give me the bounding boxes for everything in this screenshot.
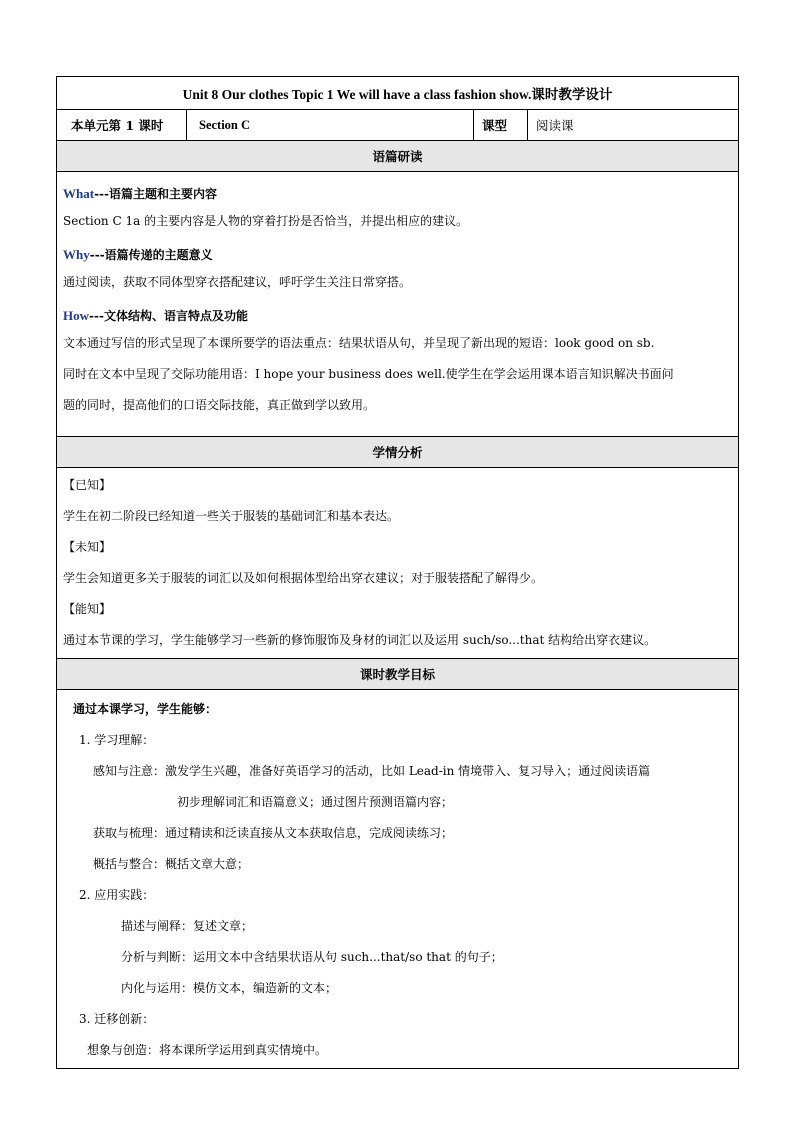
goal-1-heading: 1. 学习理解： bbox=[79, 733, 155, 747]
section-cell: Section C bbox=[187, 110, 474, 141]
why-keyword: Why bbox=[63, 247, 90, 262]
text-study-body bbox=[57, 172, 739, 437]
goal-1a-line-1: 感知与注意：激发学生兴趣，准备好英语学习的活动，比如 Lead-in 情境带入、复习导入；通过阅读语篇 bbox=[93, 764, 651, 778]
goal-1a-line-2: 初步理解词汇和语篇意义；通过图片预测语篇内容； bbox=[177, 795, 454, 809]
document-title: Unit 8 Our clothes Topic 1 We will have a class fashion show.课时教学设计 bbox=[57, 77, 739, 110]
why-title: ---语篇传递的主题意义 bbox=[89, 248, 213, 262]
goal-1b: 获取与梳理：通过精读和泛读直接从文本获取信息，完成阅读练习； bbox=[93, 826, 454, 840]
how-body-line-3: 题的同时，提高他们的口语交际技能，真正做到学以致用。 bbox=[63, 398, 376, 412]
why-body: 通过阅读，获取不同体型穿衣搭配建议，呼吁学生关注日常穿搭。 bbox=[63, 275, 412, 289]
what-keyword: What bbox=[63, 186, 95, 201]
goal-2-heading: 2. 应用实践： bbox=[79, 888, 155, 902]
known-label: 【已知】 bbox=[63, 478, 112, 492]
goal-3a: 想象与创造：将本课所学运用到真实情境中。 bbox=[87, 1043, 328, 1057]
goal-2c: 内化与运用：模仿文本，编造新的文本； bbox=[121, 981, 338, 995]
goal-3-heading: 3. 迁移创新： bbox=[79, 1012, 155, 1026]
what-body: Section C 1a 的主要内容是人物的穿着打扮是否恰当，并提出相应的建议。 bbox=[63, 214, 469, 228]
goal-2a: 描述与阐释：复述文章； bbox=[121, 919, 254, 933]
unit-lesson-cell: 本单元第 1 课时 bbox=[57, 110, 187, 141]
learner-analysis-body bbox=[57, 468, 739, 659]
able-body: 通过本节课的学习，学生能够学习一些新的修饰服饰及身材的词汇以及运用 such/so...that 结构给出穿衣建议。 bbox=[63, 633, 657, 647]
unknown-label: 【未知】 bbox=[63, 540, 112, 554]
lesson-plan-table bbox=[56, 76, 739, 1069]
teaching-goals-header: 课时教学目标 bbox=[57, 659, 739, 690]
how-keyword: How bbox=[63, 308, 89, 323]
lesson-type-value: 阅读课 bbox=[528, 110, 739, 141]
known-body: 学生在初二阶段已经知道一些关于服装的基础词汇和基本表达。 bbox=[63, 509, 400, 523]
learner-analysis-header: 学情分析 bbox=[57, 437, 739, 468]
why-heading bbox=[63, 243, 732, 267]
how-body-line-1: 文本通过写信的形式呈现了本课所要学的语法重点：结果状语从句，并呈现了新出现的短语：look good on sb. bbox=[63, 336, 655, 350]
how-body-line-2: 同时在文本中呈现了交际功能用语：I hope your business does well.使学生在学会运用课本语言知识解决书面问 bbox=[63, 367, 674, 381]
goals-intro: 通过本课学习，学生能够： bbox=[73, 702, 218, 716]
teaching-goals-body bbox=[57, 690, 739, 1069]
goal-1c: 概括与整合：概括文章大意； bbox=[93, 857, 250, 871]
how-title: ---文体结构、语言特点及功能 bbox=[89, 309, 248, 323]
lesson-plan-page bbox=[56, 76, 738, 1069]
text-study-header: 语篇研读 bbox=[57, 141, 739, 172]
lesson-type-label: 课型 bbox=[474, 110, 528, 141]
goal-2b: 分析与判断：运用文本中含结果状语从句 such...that/so that 的句子； bbox=[121, 950, 503, 964]
how-heading bbox=[63, 304, 732, 328]
what-heading bbox=[63, 182, 732, 206]
able-label: 【能知】 bbox=[63, 602, 112, 616]
unknown-body: 学生会知道更多关于服装的词汇以及如何根据体型给出穿衣建议；对于服装搭配了解得少。 bbox=[63, 571, 544, 585]
what-title: ---语篇主题和主要内容 bbox=[94, 187, 218, 201]
